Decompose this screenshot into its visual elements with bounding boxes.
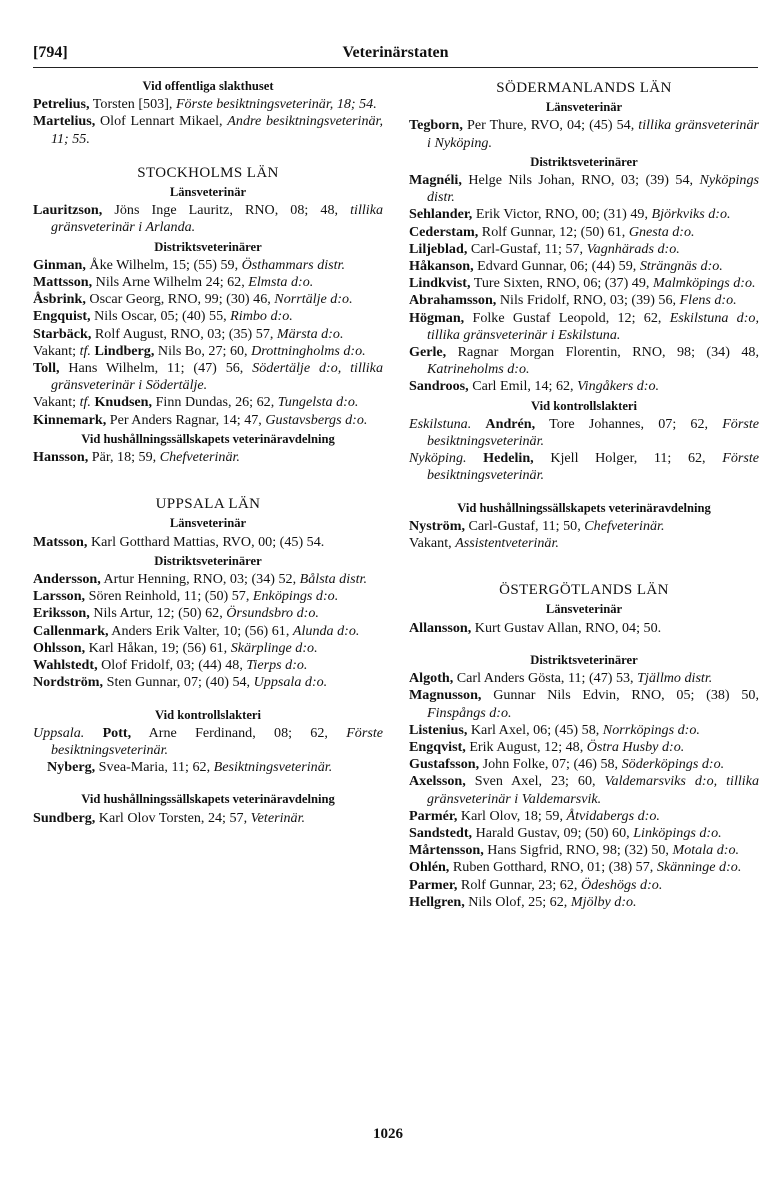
- entry-role: Örsundsbro d:o.: [226, 605, 319, 622]
- subsection-heading: Vid hushållningssällskapets veterinäravdelning: [81, 431, 335, 446]
- entry-name: Sehlander,: [409, 206, 473, 223]
- entry-details: Per Anders Ragnar, 14; 47,: [106, 411, 266, 428]
- entry-name: Åsbrink,: [33, 291, 86, 308]
- subsection-heading: Vid hushållningssällskapets veterinäravdelning: [81, 792, 335, 807]
- entry-role: Katrineholms d:o.: [427, 361, 530, 378]
- register-entry: [409, 344, 759, 378]
- entry-details: Per Thure, RVO, 04; (45) 54,: [462, 117, 639, 134]
- entry-name: Lindkvist,: [409, 275, 471, 292]
- entry-details: Tore Johannes, 07; 62,: [535, 415, 723, 432]
- page-title: Veterinärstaten: [342, 44, 449, 61]
- entry-name: Andersson,: [33, 571, 101, 588]
- entry-details: Svea-Maria, 11; 62,: [95, 759, 214, 776]
- entry-role: Förste besiktningsveterinär, 18; 54.: [175, 96, 377, 113]
- register-entry: [409, 739, 759, 756]
- register-entry: [33, 623, 383, 640]
- register-entry: [409, 773, 759, 807]
- entry-details: Torsten [503],: [89, 96, 176, 113]
- entry-name: Starbäck,: [33, 325, 92, 342]
- right-column: [409, 76, 759, 911]
- entry-role: tillika gränsveterinär i Nyköping.: [427, 117, 759, 151]
- entry-role: Östra Husby d:o.: [586, 738, 685, 755]
- subsection-heading: Länsveterinär: [169, 516, 247, 531]
- entry-name: Cederstam,: [409, 223, 479, 240]
- entry-name: Toll,: [33, 360, 60, 377]
- entry-name: Knudsen,: [94, 394, 153, 411]
- entry-name: Håkanson,: [409, 258, 474, 275]
- entry-role: Bålsta distr.: [299, 571, 367, 588]
- register-entry: [33, 725, 383, 759]
- entry-role: Förste besiktningsveterinär.: [427, 415, 759, 450]
- entry-role: Björkviks d:o.: [651, 206, 731, 223]
- entry-prefix: Vakant;: [33, 342, 80, 359]
- entry-details: Carl Anders Gösta, 11; (47) 53,: [453, 670, 638, 687]
- register-entry: [33, 96, 383, 113]
- entry-role: Andre besiktningsveterinär, 11; 55.: [51, 113, 383, 147]
- entry-role: Chefveterinär.: [584, 517, 665, 534]
- entry-details: Nils Fridolf, RNO, 03; (39) 56,: [496, 292, 680, 309]
- entry-details: Jöns Inge Lauritz, RNO, 08; 48,: [102, 202, 351, 219]
- entry-role: Strängnäs d:o.: [639, 258, 723, 275]
- register-entry: [33, 640, 383, 657]
- entry-role: Chefveterinär.: [159, 449, 240, 466]
- entry-role: Tierps d:o.: [246, 657, 308, 674]
- entry-role: Flens d:o.: [679, 292, 737, 309]
- entry-details: Nils Oscar, 05; (40) 55,: [90, 308, 231, 325]
- entry-details: Gunnar Nils Edvin, RNO, 05; (38) 50,: [481, 687, 759, 704]
- entry-details: Nils Artur, 12; (50) 62,: [89, 605, 227, 622]
- entry-role: Drottningholms d:o.: [251, 342, 366, 359]
- entry-name: Nordström,: [33, 674, 104, 691]
- entry-role: Eskilstuna d:o, tillika gränsveterinär i Eskilstuna.: [427, 309, 759, 343]
- entry-name: Axelsson,: [409, 773, 466, 790]
- register-entry: [33, 759, 383, 776]
- entry-name: Gerle,: [409, 344, 447, 361]
- entry-name: Kinnemark,: [33, 411, 107, 428]
- page-number: 1026: [373, 1126, 403, 1142]
- entry-prefix-italic: Uppsala.: [33, 724, 103, 741]
- register-entry: [409, 877, 759, 894]
- entry-details: Helge Nils Johan, RNO, 03; (39) 54,: [461, 172, 700, 189]
- entry-details: Erik Victor, RNO, 00; (31) 49,: [472, 206, 652, 223]
- register-entry: [33, 534, 383, 551]
- section-heading: ÖSTERGÖTLANDS LÄN: [499, 582, 669, 599]
- entry-name: Larsson,: [33, 588, 86, 605]
- entry-name: Hedelin,: [483, 450, 534, 467]
- entry-role: Uppsala d:o.: [253, 674, 328, 691]
- register-entry: [409, 292, 759, 309]
- spacer: [409, 485, 759, 498]
- entry-role: Norrköpings d:o.: [602, 721, 700, 738]
- subsection-heading: Länsveterinär: [545, 100, 623, 115]
- entry-role: Valdemarsviks d:o, tillika gränsveterinär i Valdemarsvik.: [427, 773, 760, 807]
- entry-prefix: Vakant,: [409, 535, 456, 552]
- entry-name: Mårtensson,: [409, 842, 484, 859]
- entry-details: Åke Wilhelm, 15; (55) 59,: [85, 256, 242, 273]
- entry-role: Gnesta d:o.: [628, 223, 695, 240]
- left-column: [33, 76, 383, 827]
- entry-name: Ohlsson,: [33, 639, 86, 656]
- entry-details: Edvard Gunnar, 06; (44) 59,: [473, 258, 640, 275]
- entry-role: Malmköpings d:o.: [652, 275, 756, 292]
- entry-role: Vagnhärads d:o.: [586, 240, 680, 257]
- entry-name: Sandstedt,: [409, 824, 473, 841]
- entry-details: Carl-Gustaf, 11; 57,: [467, 240, 587, 257]
- register-entry: [409, 117, 759, 151]
- entry-name: Engqvist,: [409, 738, 466, 755]
- entry-details: Carl Emil, 14; 62,: [468, 378, 578, 395]
- entry-name: Nyström,: [409, 517, 465, 534]
- register-entry: [33, 326, 383, 343]
- register-entry: [33, 360, 383, 394]
- entry-details: Nils Bo, 27; 60,: [154, 342, 252, 359]
- register-entry: [409, 416, 759, 450]
- entry-role: Nyköpings distr.: [427, 172, 759, 206]
- entry-role: Skärplinge d:o.: [230, 639, 318, 656]
- entry-name: Nyberg,: [47, 759, 96, 776]
- entry-name: Allansson,: [409, 619, 472, 636]
- register-entry: [33, 605, 383, 622]
- entry-role: Märsta d:o.: [276, 325, 344, 342]
- entry-details: Karl Olov, 18; 59,: [457, 807, 567, 824]
- entry-role: Skänninge d:o.: [656, 859, 742, 876]
- register-entry: [409, 275, 759, 292]
- entry-name: Andrén,: [485, 415, 536, 432]
- entry-name: Hellgren,: [409, 893, 465, 910]
- entry-name: Mattsson,: [33, 274, 93, 291]
- entry-name: Sandroos,: [409, 378, 469, 395]
- entry-name: Lindberg,: [94, 342, 155, 359]
- register-entry: [33, 257, 383, 274]
- entry-name: Magnusson,: [409, 687, 482, 704]
- entry-details: Olof Fridolf, 03; (44) 48,: [97, 657, 247, 674]
- subsection-heading: Distriktsveterinärer: [154, 553, 262, 568]
- entry-name: Ginman,: [33, 256, 86, 273]
- entry-name: Listenius,: [409, 721, 468, 738]
- entry-role: Förste besiktningsveterinär.: [427, 450, 760, 484]
- entry-name: Engquist,: [33, 308, 91, 325]
- subsection-heading: Distriktsveterinärer: [154, 239, 262, 254]
- spacer: [33, 692, 383, 705]
- subsection-heading: Länsveterinär: [169, 185, 247, 200]
- entry-name: Callenmark,: [33, 622, 109, 639]
- subsection-heading: Distriktsveterinärer: [530, 154, 638, 169]
- entry-details: Erik August, 12; 48,: [465, 738, 587, 755]
- entry-details: Karl Håkan, 19; (56) 61,: [85, 639, 231, 656]
- entry-details: Olof Lennart Mikael,: [95, 113, 228, 130]
- register-entry: [409, 258, 759, 275]
- register-entry: [409, 206, 759, 223]
- register-entry: [33, 291, 383, 308]
- entry-role: Tungelsta d:o.: [277, 394, 359, 411]
- entry-details: Ture Sixten, RNO, 06; (37) 49,: [470, 275, 653, 292]
- entry-role: Mjölby d:o.: [570, 893, 637, 910]
- entry-name: Petrelius,: [33, 96, 90, 113]
- entry-name: Parmer,: [409, 876, 458, 893]
- entry-role: Ödeshögs d:o.: [580, 876, 663, 893]
- section-heading: SÖDERMANLANDS LÄN: [496, 80, 672, 96]
- entry-details: Oscar Georg, RNO, 99; (30) 46,: [85, 291, 275, 308]
- entry-role: Tjällmo distr.: [637, 670, 713, 687]
- entry-role: Åtvidabergs d:o.: [566, 807, 660, 824]
- register-entry: [409, 670, 759, 687]
- entry-details: Hans Wilhelm, 11; (47) 56,: [59, 360, 253, 377]
- register-entry: [409, 842, 759, 859]
- section-heading: STOCKHOLMS LÄN: [137, 164, 279, 181]
- entry-name: Martelius,: [33, 113, 96, 130]
- entry-details: Artur Henning, RNO, 03; (34) 52,: [100, 571, 300, 588]
- register-entry: [33, 274, 383, 291]
- entry-details: Sten Gunnar, 07; (40) 54,: [103, 674, 254, 691]
- subsection-heading: Vid hushållningssällskapets veterinäravdelning: [457, 500, 711, 515]
- register-entry: [409, 378, 759, 395]
- entry-name: Pott,: [102, 724, 132, 741]
- spacer: [33, 466, 383, 479]
- entry-name: Algoth,: [409, 670, 454, 687]
- subsection-heading: Vid offentliga slakthuset: [142, 79, 274, 93]
- entry-details: Finn Dundas, 26; 62,: [152, 394, 278, 411]
- entry-name: Sundberg,: [33, 809, 96, 826]
- entry-details: John Folke, 07; (46) 58,: [479, 756, 622, 773]
- register-entry: [33, 202, 383, 236]
- entry-name: Parmér,: [409, 807, 458, 824]
- register-entry: [409, 756, 759, 773]
- register-entry: [409, 722, 759, 739]
- entry-details: Pär, 18; 59,: [88, 449, 160, 466]
- register-entry: [409, 450, 759, 484]
- entry-role: Alunda d:o.: [292, 622, 360, 639]
- entry-prefix-italic: tf.: [79, 394, 95, 411]
- entry-role: Enköpings d:o.: [252, 588, 339, 605]
- spacer: [409, 565, 759, 578]
- section-heading: UPPSALA LÄN: [155, 496, 261, 513]
- entry-role: Vingåkers d:o.: [577, 378, 660, 395]
- entry-name: Liljeblad,: [409, 240, 468, 257]
- entry-name: Eriksson,: [33, 605, 90, 622]
- register-entry: [409, 808, 759, 825]
- register-entry: [409, 687, 759, 721]
- entry-details: Rolf Gunnar, 23; 62,: [457, 876, 581, 893]
- entry-role: Rimbo d:o.: [230, 308, 293, 325]
- entry-role: Gustavsbergs d:o.: [265, 411, 368, 428]
- register-entry: [33, 810, 383, 827]
- entry-details: Harald Gustav, 09; (50) 60,: [472, 824, 634, 841]
- entry-role: Linköpings d:o.: [633, 824, 722, 841]
- spacer: [409, 552, 759, 565]
- register-entry: [33, 657, 383, 674]
- entry-name: Lauritzson,: [33, 202, 103, 219]
- spacer: [409, 637, 759, 650]
- register-entry: [409, 859, 759, 876]
- entry-role: Norrtälje d:o.: [274, 291, 353, 308]
- entry-role: tillika gränsveterinär i Arlanda.: [51, 202, 383, 236]
- header-rule: [33, 67, 758, 68]
- spacer: [33, 148, 383, 161]
- entry-role: Elmsta d:o.: [248, 274, 314, 291]
- entry-name: Gustafsson,: [409, 756, 480, 773]
- entry-role: Söderköpings d:o.: [621, 756, 725, 773]
- entry-details: Anders Erik Valter, 10; (56) 61,: [108, 622, 293, 639]
- register-entry: [33, 343, 383, 360]
- entry-details: Arne Ferdinand, 08; 62,: [131, 724, 347, 741]
- entry-details: Ruben Gotthard, RNO, 01; (38) 57,: [449, 859, 657, 876]
- entry-role: Östhammars distr.: [241, 256, 346, 273]
- register-entry: [33, 674, 383, 691]
- register-entry: [33, 588, 383, 605]
- entry-details: Folke Gustaf Leopold, 12; 62,: [464, 309, 670, 326]
- entry-name: Abrahamsson,: [409, 292, 497, 309]
- entry-name: Matsson,: [33, 533, 88, 550]
- register-entry: [409, 620, 759, 637]
- page-header: [33, 44, 758, 66]
- entry-role: Södertälje d:o, tillika gränsveterinär i Södertälje.: [51, 360, 383, 394]
- entry-details: Karl Olov Torsten, 24; 57,: [95, 809, 251, 826]
- register-entry: [33, 394, 383, 411]
- register-entry: [33, 308, 383, 325]
- register-entry: [409, 535, 759, 552]
- register-entry: [409, 894, 759, 911]
- register-entry: [409, 224, 759, 241]
- register-entry: [409, 172, 759, 206]
- entry-details: Ragnar Morgan Florentin, RNO, 98; (34) 48,: [446, 344, 759, 361]
- entry-details: Kurt Gustav Allan, RNO, 04; 50.: [471, 619, 662, 636]
- entry-details: Rolf Gunnar, 12; (50) 61,: [478, 223, 629, 240]
- subsection-heading: Vid kontrollslakteri: [154, 707, 261, 722]
- register-entry: [409, 310, 759, 344]
- register-entry: [33, 113, 383, 147]
- register-entry: [409, 825, 759, 842]
- subsection-heading: Vid kontrollslakteri: [530, 398, 637, 413]
- entry-prefix-italic: tf.: [79, 342, 95, 359]
- entry-details: Sven Axel, 23; 60,: [465, 773, 605, 790]
- entry-role: Förste besiktningsveterinär.: [51, 724, 383, 758]
- entry-role: Finspångs d:o.: [427, 704, 512, 721]
- spacer: [33, 479, 383, 492]
- register-entry: [33, 449, 383, 466]
- entry-details: Kjell Holger, 11; 62,: [533, 450, 723, 467]
- entry-role: Assistentveterinär.: [455, 535, 559, 552]
- entry-prefix-italic: Nyköping.: [409, 450, 484, 467]
- register-entry: [409, 518, 759, 535]
- entry-prefix: Vakant;: [33, 394, 80, 411]
- entry-details: Hans Sigfrid, RNO, 98; (32) 50,: [483, 842, 673, 859]
- entry-details: Karl Axel, 06; (45) 58,: [467, 721, 603, 738]
- entry-role: Veterinär.: [250, 809, 306, 826]
- entry-details: Rolf August, RNO, 03; (35) 57,: [91, 325, 277, 342]
- entry-role: Motala d:o.: [672, 842, 740, 859]
- entry-name: Ohlén,: [409, 859, 450, 876]
- entry-name: Magnéli,: [409, 172, 462, 189]
- entry-role: Besiktningsveterinär.: [213, 759, 333, 776]
- entry-name: Tegborn,: [409, 117, 463, 134]
- entry-details: Sören Reinhold, 11; (50) 57,: [85, 588, 253, 605]
- register-entry: [33, 412, 383, 429]
- entry-name: Hansson,: [33, 449, 89, 466]
- register-entry: [33, 571, 383, 588]
- entry-prefix-italic: Eskilstuna.: [409, 415, 486, 432]
- subsection-heading: Distriktsveterinärer: [530, 652, 638, 667]
- subsection-heading: Länsveterinär: [545, 602, 623, 617]
- spacer: [33, 776, 383, 789]
- entry-details: Nils Olof, 25; 62,: [464, 893, 571, 910]
- entry-details: Karl Gotthard Mattias, RVO, 00; (45) 54.: [87, 533, 325, 550]
- entry-name: Wahlstedt,: [33, 657, 98, 674]
- entry-details: Carl-Gustaf, 11; 50,: [464, 517, 585, 534]
- entry-name: Högman,: [409, 309, 465, 326]
- entry-details: Nils Arne Wilhelm 24; 62,: [92, 274, 249, 291]
- page-reference: [794]: [33, 44, 68, 61]
- register-entry: [409, 241, 759, 258]
